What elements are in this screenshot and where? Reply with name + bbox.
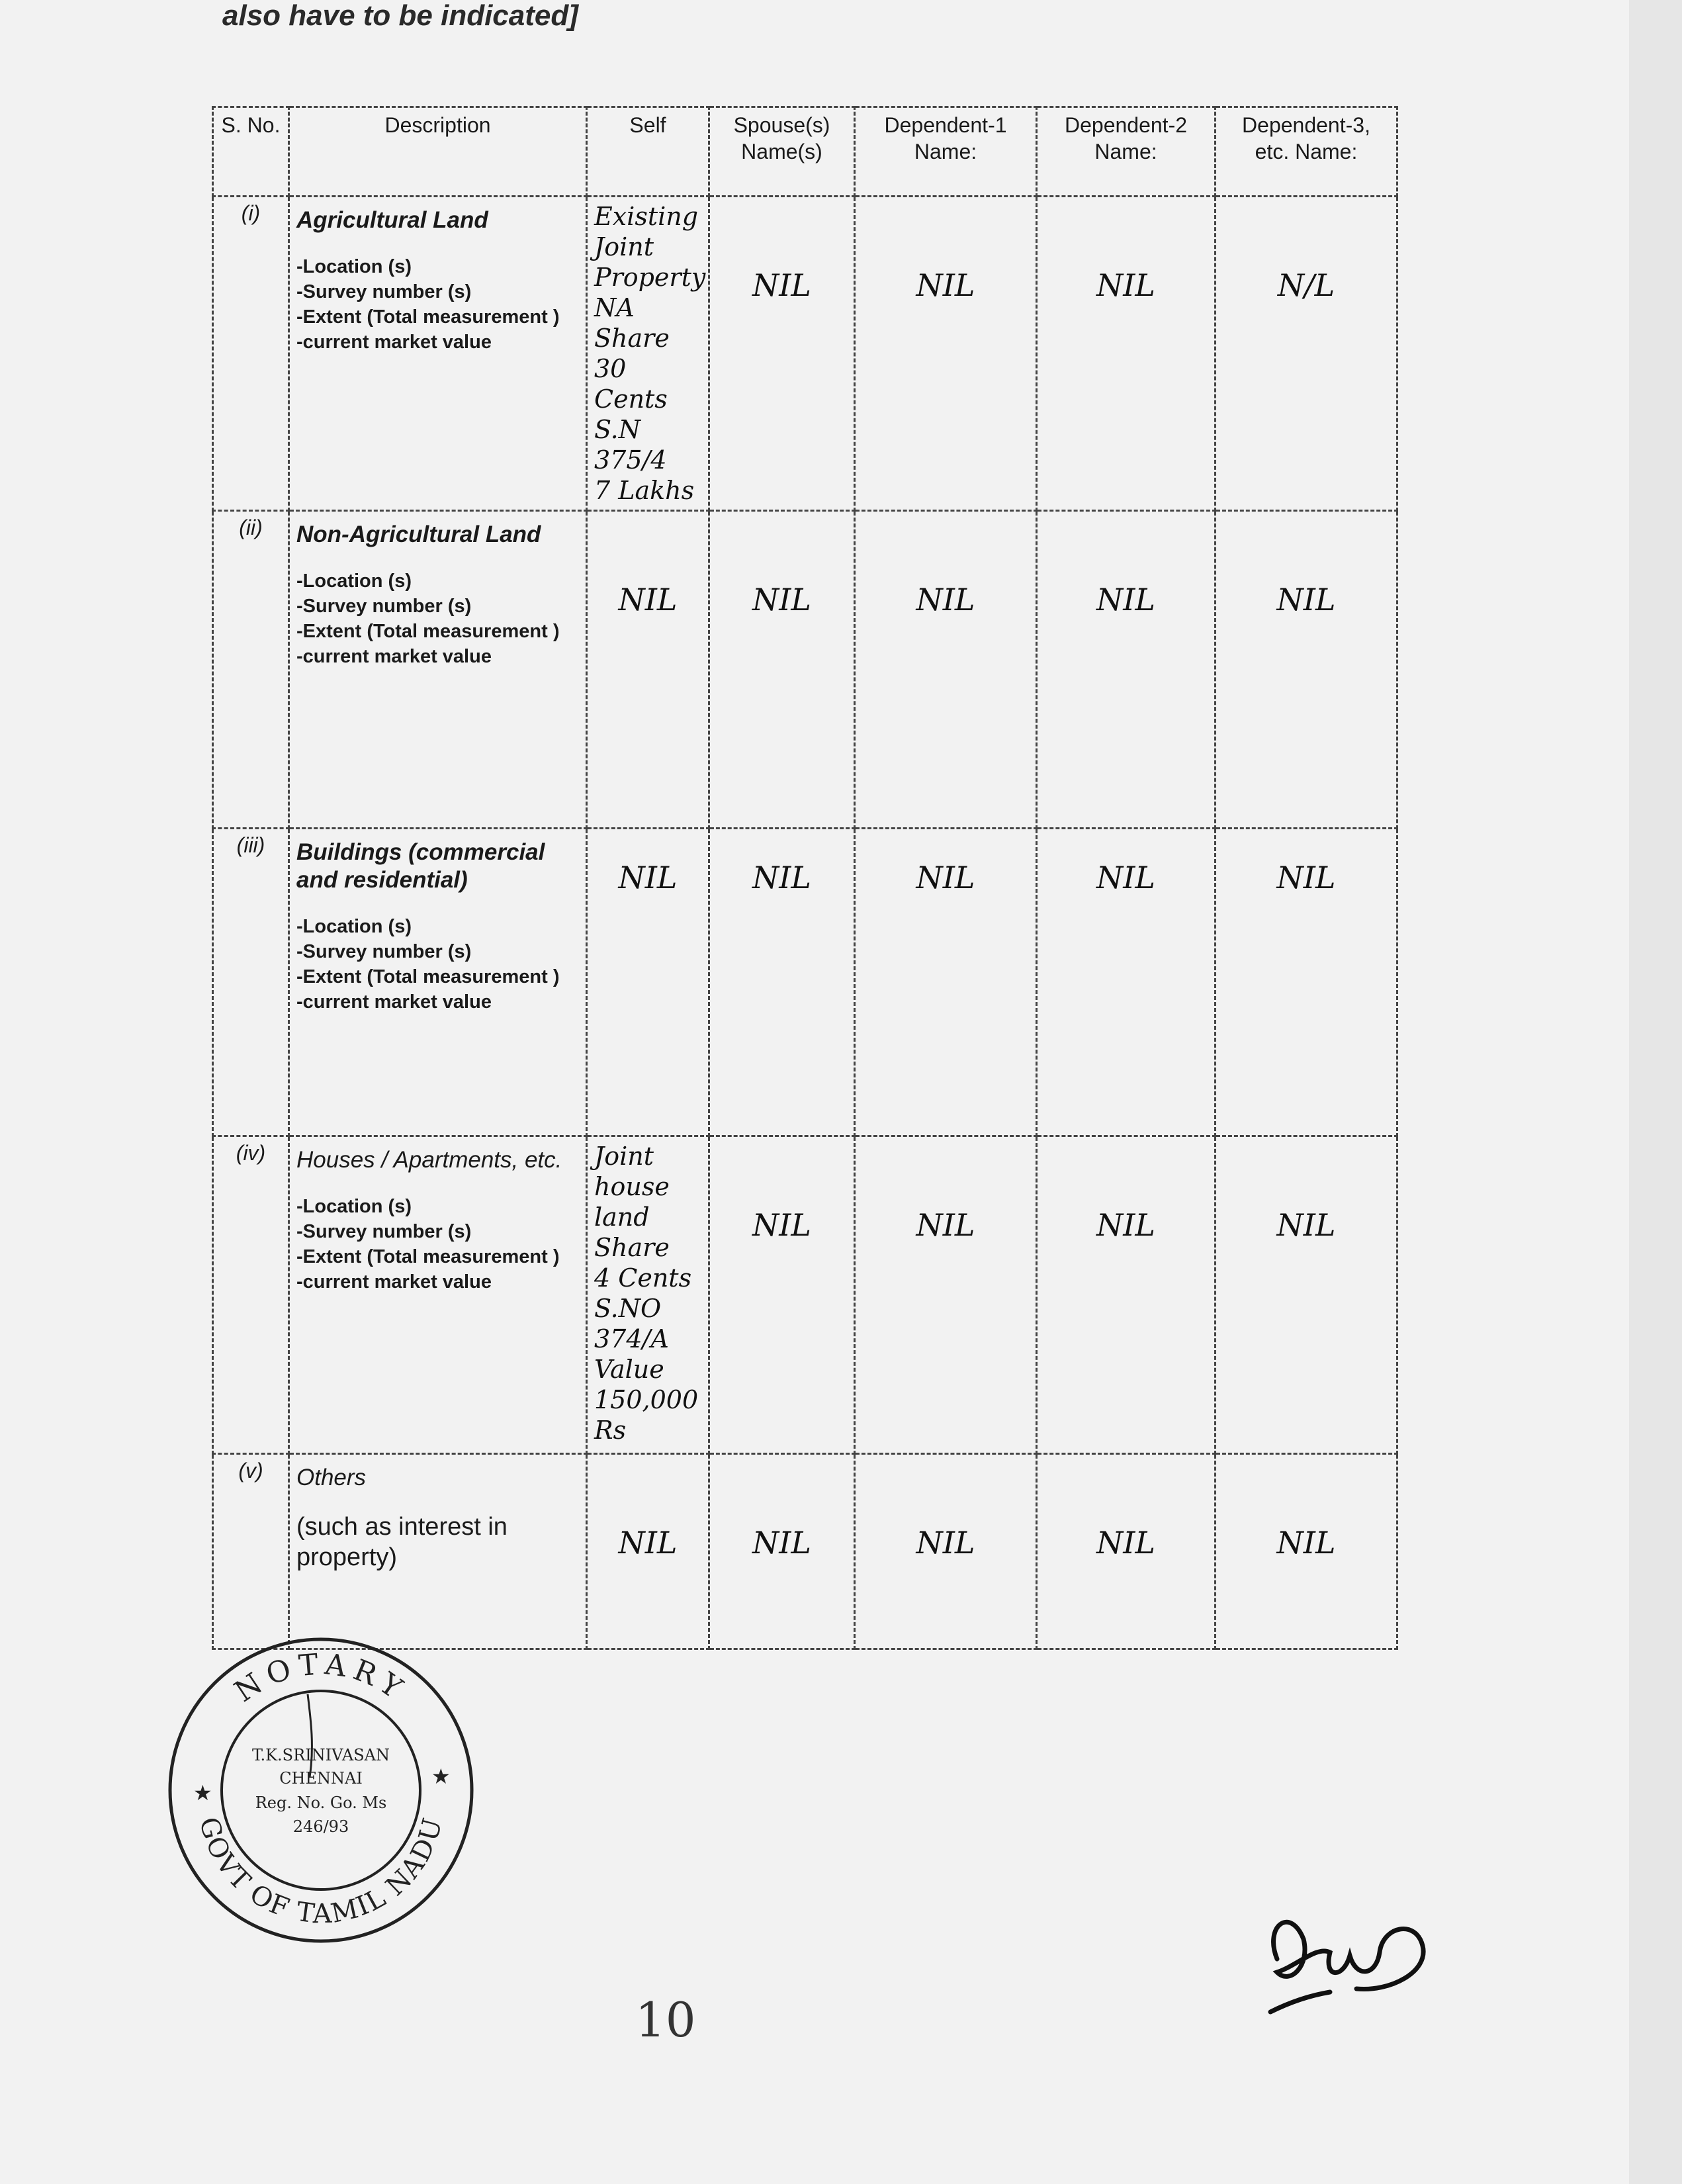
nil-entry: NIL <box>618 1525 678 1561</box>
star-icon: ★ <box>431 1764 451 1788</box>
nil-entry: NIL <box>1096 1525 1155 1561</box>
row-description <box>289 829 587 1136</box>
sub-item: -Extent (Total measurement ) <box>296 966 560 987</box>
table-row <box>213 1136 1397 1454</box>
signature-stroke <box>1270 1922 1423 2012</box>
table-header-row <box>213 107 1397 197</box>
table-row <box>213 197 1397 511</box>
sub-item: -Location (s) <box>296 916 412 937</box>
nil-entry: N/L <box>1277 267 1335 303</box>
handwritten-line: house <box>594 1172 670 1201</box>
row-title: Houses / Apartments, etc. <box>296 1147 562 1173</box>
table-row <box>213 511 1397 829</box>
note <box>222 0 1413 34</box>
row-sno: (iii) <box>213 829 289 1136</box>
nil-entry: NIL <box>1096 267 1155 303</box>
seal-bottom-text: GOVT OF TAMIL NADU <box>193 1813 449 1930</box>
page-edge <box>1629 0 1682 2184</box>
header-dependent-2: Dependent-2 Name: <box>1037 107 1216 197</box>
dependent-1-cell <box>855 1454 1037 1649</box>
nil-entry: NIL <box>916 860 975 895</box>
header-self: Self <box>587 107 709 197</box>
sub-item: -Extent (Total measurement ) <box>296 1246 560 1267</box>
sub-item: -current market value <box>296 646 492 667</box>
header-dependent-1: Dependent-1 Name: <box>855 107 1037 197</box>
row-sno: (iv) <box>213 1136 289 1454</box>
handwritten-line: S.N 375/4 <box>594 415 667 475</box>
row-title: Non-Agricultural Land <box>296 522 541 547</box>
nil-entry: NIL <box>916 582 975 617</box>
sub-item: -Survey number (s) <box>296 281 472 302</box>
handwritten-line: 150,000 <box>594 1385 699 1414</box>
handwritten-line: NA <box>594 293 635 322</box>
handwritten-line: land <box>594 1203 650 1232</box>
nil-entry: NIL <box>1276 860 1336 895</box>
nil-entry: NIL <box>752 267 811 303</box>
nil-entry: NIL <box>1096 582 1155 617</box>
notary-seal <box>165 1635 476 1946</box>
signature <box>1251 1880 1442 2032</box>
dependent-1-cell <box>855 1136 1037 1454</box>
nil-entry: NIL <box>618 860 678 895</box>
handwritten-line: Share <box>594 324 670 353</box>
nil-entry: NIL <box>916 1525 975 1561</box>
sub-item: -current market value <box>296 1271 492 1293</box>
dependent-3-cell <box>1216 197 1397 511</box>
row-sno: (ii) <box>213 511 289 829</box>
spouse-cell <box>709 829 855 1136</box>
dependent-3-cell <box>1216 829 1397 1136</box>
nil-entry: NIL <box>1096 1207 1155 1243</box>
nil-entry: NIL <box>752 860 811 895</box>
seal-reg: Reg. No. Go. Ms <box>255 1794 387 1812</box>
sub-item: -Extent (Total measurement ) <box>296 621 560 642</box>
nil-entry: NIL <box>1276 1207 1336 1243</box>
sub-item: -Location (s) <box>296 256 412 277</box>
table-row <box>213 1454 1397 1649</box>
spouse-cell <box>709 511 855 829</box>
nil-entry: NIL <box>618 582 678 617</box>
row-sno: (v) <box>213 1454 289 1649</box>
header-dependent-3: Dependent-3, etc. Name: <box>1216 107 1397 197</box>
star-icon: ★ <box>193 1781 212 1805</box>
dependent-1-cell <box>855 829 1037 1136</box>
row-sno: (i) <box>213 197 289 511</box>
assets-table <box>212 106 1398 1650</box>
nil-entry: NIL <box>1276 582 1336 617</box>
row-description <box>289 511 587 829</box>
nil-entry: NIL <box>916 267 975 303</box>
nil-entry: NIL <box>916 1207 975 1243</box>
sub-item: -Survey number (s) <box>296 596 472 617</box>
seal-name: T.K.SRINIVASAN <box>252 1746 390 1764</box>
dependent-2-cell <box>1037 511 1216 829</box>
seal-top-text: NOTARY <box>228 1647 414 1709</box>
spouse-cell <box>709 197 855 511</box>
dependent-3-cell <box>1216 511 1397 829</box>
self-cell <box>587 511 709 829</box>
nil-entry: NIL <box>1096 860 1155 895</box>
sub-item: -Extent (Total measurement ) <box>296 306 560 328</box>
dependent-2-cell <box>1037 1454 1216 1649</box>
seal-outer-ring <box>170 1639 472 1941</box>
handwritten-line: Existing <box>594 202 699 231</box>
handwritten-line: 374/A <box>594 1324 669 1353</box>
handwritten-line: Value <box>594 1355 664 1384</box>
row-description <box>289 197 587 511</box>
dependent-2-cell <box>1037 197 1216 511</box>
sub-item: -Survey number (s) <box>296 941 472 962</box>
dependent-1-cell <box>855 511 1037 829</box>
spouse-cell <box>709 1136 855 1454</box>
table-row <box>213 829 1397 1136</box>
dependent-2-cell <box>1037 1136 1216 1454</box>
self-handwritten-entry <box>587 1136 709 1454</box>
header-spouse: Spouse(s) Name(s) <box>709 107 855 197</box>
header-sno: S. No. <box>213 107 289 197</box>
sub-item: -Location (s) <box>296 1196 412 1217</box>
dependent-2-cell <box>1037 829 1216 1136</box>
nil-entry: NIL <box>1276 1525 1336 1561</box>
self-cell <box>587 1454 709 1649</box>
handwritten-line: 30 Cents <box>594 354 668 414</box>
dependent-1-cell <box>855 197 1037 511</box>
sub-item: (such as interest in property) <box>296 1513 508 1571</box>
sub-item: -current market value <box>296 332 492 353</box>
handwritten-line: S.NO <box>594 1294 662 1323</box>
row-title: Buildings (commercial and residential) <box>296 839 545 893</box>
handwritten-line: 7 Lakhs <box>594 476 695 505</box>
self-handwritten-entry <box>587 197 709 511</box>
handwritten-line: 4 Cents <box>594 1263 692 1293</box>
header-description: Description <box>289 107 587 197</box>
sub-item: -current market value <box>296 991 492 1013</box>
nil-entry: NIL <box>752 582 811 617</box>
page-number: 10 <box>635 1992 696 2048</box>
seal-pen-mark <box>308 1694 312 1777</box>
note-line: also have to be indicated] <box>222 0 578 32</box>
seal-city: CHENNAI <box>279 1769 363 1788</box>
row-title: Agricultural Land <box>296 207 488 233</box>
dependent-3-cell <box>1216 1136 1397 1454</box>
row-title: Others <box>296 1465 367 1490</box>
handwritten-line: Joint <box>594 1142 654 1171</box>
handwritten-line: Rs <box>594 1416 627 1445</box>
handwritten-line: Property <box>594 263 706 292</box>
dependent-3-cell <box>1216 1454 1397 1649</box>
sub-item: -Survey number (s) <box>296 1221 472 1242</box>
seal-inner-ring <box>222 1691 420 1889</box>
self-cell <box>587 829 709 1136</box>
handwritten-line: Joint <box>594 232 654 261</box>
row-description <box>289 1136 587 1454</box>
spouse-cell <box>709 1454 855 1649</box>
nil-entry: NIL <box>752 1207 811 1243</box>
handwritten-line: Share <box>594 1233 670 1262</box>
sub-item: -Location (s) <box>296 570 412 592</box>
seal-reg-no: 246/93 <box>292 1817 349 1836</box>
row-description <box>289 1454 587 1649</box>
nil-entry: NIL <box>752 1525 811 1561</box>
